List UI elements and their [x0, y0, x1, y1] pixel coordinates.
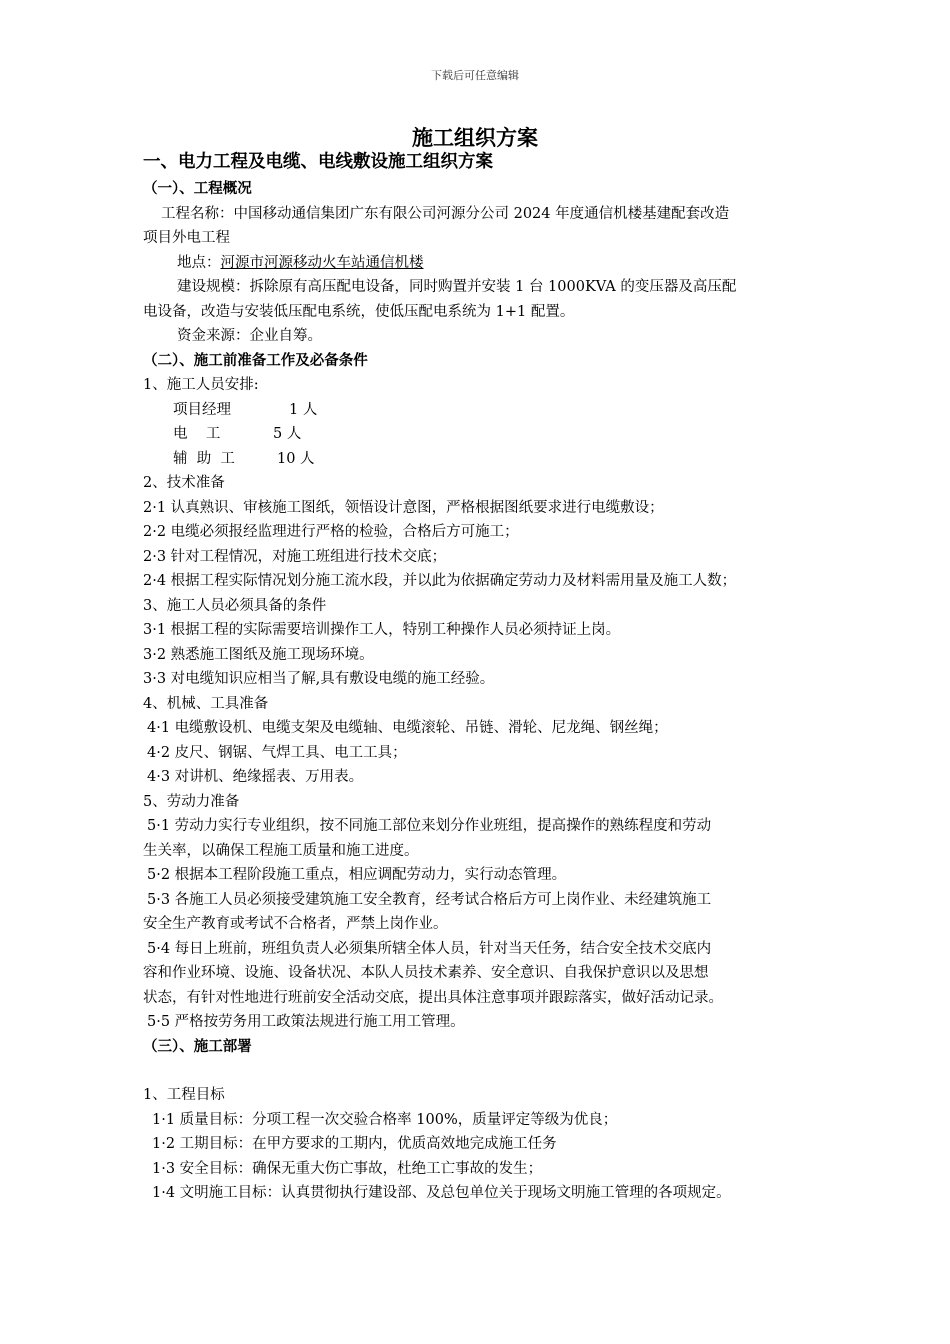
list-item-continued: 状态，有针对性地进行班前安全活动交底，提出具体注意事项并跟踪落实，做好活动记录。 — [143, 989, 723, 1006]
paragraph: 项目外电工程 — [143, 230, 230, 246]
subsection-heading: （三）、施工部署 — [143, 1037, 252, 1055]
staff-role: 辅 助 工 — [173, 450, 235, 467]
list-item: 3·2 熟悉施工图纸及施工现场环境。 — [143, 646, 374, 663]
list-item: 2·1 认真熟识、审核施工图纸，领悟设计意图，严格根据图纸要求进行电缆敷设； — [143, 499, 664, 516]
page-header: 下载后可任意编辑 — [431, 69, 519, 82]
list-item-continued: 容和作业环境、设施、设备状况、本队人员技术素养、安全意识、自我保护意识以及思想 — [143, 965, 709, 981]
subsection-heading: （二）、施工前准备工作及必备条件 — [143, 351, 368, 369]
list-item: 4·3 对讲机、绝缘摇表、万用表。 — [147, 769, 364, 785]
list-item: 4·2 皮尺、钢锯、气焊工具、电工工具； — [147, 744, 407, 761]
paragraph: 建设规模：拆除原有高压配电设备，同时购置并安装 1 台 1000KVA 的变压器及高压配 — [177, 279, 737, 295]
item-heading: 2、技术准备 — [143, 475, 225, 491]
document-title: 施工组织方案 — [412, 125, 538, 150]
staff-count: 1 人 — [289, 401, 318, 418]
document-body — [143, 150, 823, 1206]
list-item: 2·3 针对工程情况，对施工班组进行技术交底； — [143, 548, 447, 565]
list-item: 3·3 对电缆知识应相当了解,具有敷设电缆的施工经验。 — [143, 671, 495, 687]
section-heading-1: 一、电力工程及电缆、电线敷设施工组织方案 — [143, 152, 493, 172]
list-item: 4·1 电缆敷设机、电缆支架及电缆轴、电缆滚轮、吊链、滑轮、尼龙绳、钢丝绳； — [147, 720, 668, 736]
subsection-heading: （一）、工程概况 — [143, 180, 252, 197]
list-item: 5·4 每日上班前，班组负责人必须集所辖全体人员，针对当天任务，结合安全技术交底内 — [147, 940, 712, 957]
list-item: 5·1 劳动力实行专业组织，按不同施工部位来划分作业班组，提高操作的熟练程度和劳动 — [147, 818, 712, 834]
item-heading: 1、施工人员安排: — [143, 377, 259, 393]
list-item-continued: 安全生产教育或考试不合格者，严禁上岗作业。 — [143, 916, 448, 932]
staff-role: 项目经理 — [173, 401, 231, 418]
staff-row — [143, 422, 823, 447]
list-item: 5·3 各施工人员必须接受建筑施工安全教育，经考试合格后方可上岗作业、未经建筑施工 — [147, 891, 712, 908]
list-item: 1·1 质量目标：分项工程一次交验合格率 100%，质量评定等级为优良； — [152, 1111, 618, 1128]
item-heading: 3、施工人员必须具备的条件 — [143, 597, 327, 614]
list-item: 1·2 工期目标：在甲方要求的工期内，优质高效地完成施工任务 — [152, 1136, 557, 1152]
list-item: 3·1 根据工程的实际需要培训操作工人，特别工种操作人员必须持证上岗。 — [143, 622, 621, 638]
list-item: 1·3 安全目标：确保无重大伤亡事故，杜绝工亡事故的发生； — [152, 1160, 543, 1177]
paragraph: 资金来源：企业自筹。 — [177, 328, 322, 344]
list-item: 2·4 根据工程实际情况划分施工流水段，并以此为依据确定劳动力及材料需用量及施工人数； — [143, 573, 737, 589]
paragraph: 工程名称：中国移动通信集团广东有限公司河源分公司 2024 年度通信机楼基建配套改造 — [161, 205, 730, 222]
item-heading: 5、劳动力准备 — [143, 793, 240, 810]
staff-row — [143, 398, 823, 423]
item-heading: 4、机械、工具准备 — [143, 695, 269, 712]
list-item: 5·5 严格按劳务用工政策法规进行施工用工管理。 — [147, 1014, 465, 1030]
staff-count: 10 人 — [277, 450, 315, 467]
spacer — [143, 1059, 823, 1083]
location-label: 地点： — [177, 254, 221, 271]
list-item-continued: 生关率，以确保工程施工质量和施工进度。 — [143, 842, 419, 859]
paragraph: 电设备，改造与安装低压配电系统，使低压配电系统为 1+1 配置。 — [143, 303, 575, 320]
staff-role: 电 工 — [173, 426, 221, 442]
location-line — [143, 251, 823, 276]
staff-row — [143, 447, 823, 472]
list-item: 1·4 文明施工目标：认真贯彻执行建设部、及总包单位关于现场文明施工管理的各项规定。 — [152, 1185, 731, 1201]
list-item: 5·2 根据本工程阶段施工重点，相应调配劳动力，实行动态管理。 — [147, 867, 567, 883]
staff-count: 5 人 — [273, 426, 302, 442]
item-heading: 1、工程目标 — [143, 1087, 225, 1103]
list-item: 2·2 电缆必须报经监理进行严格的检验，合格后方可施工； — [143, 524, 519, 540]
location-value: 河源市河源移动火车站通信机楼 — [220, 254, 424, 271]
